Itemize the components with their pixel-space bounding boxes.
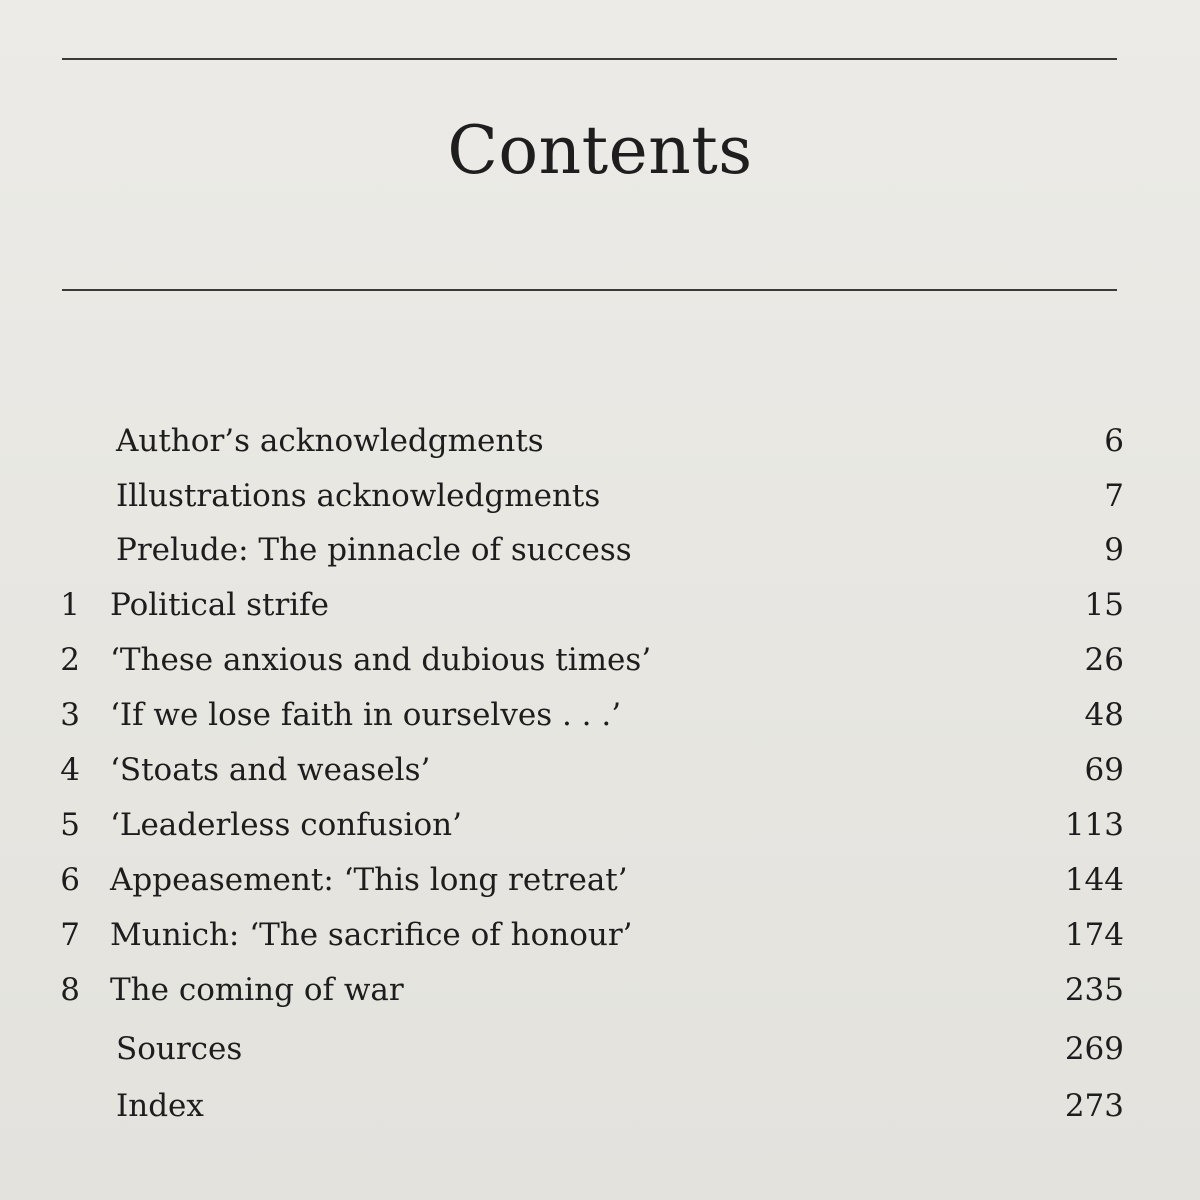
entry-title: Prelude: The pinnacle of success xyxy=(116,532,632,568)
toc-entry xyxy=(0,638,1200,682)
chapter-number: 7 xyxy=(60,917,80,953)
page-number: 69 xyxy=(1084,752,1124,788)
entry-title: Munich: ‘The sacrifice of honour’ xyxy=(110,917,633,953)
toc-entry xyxy=(0,803,1200,847)
toc-entry xyxy=(0,583,1200,627)
chapter-number: 2 xyxy=(60,642,80,678)
entry-title: Political strife xyxy=(110,587,329,623)
page-number: 144 xyxy=(1064,862,1124,898)
toc-entry xyxy=(0,1084,1200,1128)
toc-entry xyxy=(0,528,1200,572)
entry-title: ‘These anxious and dubious times’ xyxy=(110,642,652,678)
toc-entry xyxy=(0,693,1200,737)
page-number: 174 xyxy=(1064,917,1124,953)
page-number: 235 xyxy=(1064,972,1124,1008)
entry-title: Author’s acknowledgments xyxy=(116,423,544,459)
page-number: 48 xyxy=(1084,697,1124,733)
entry-title: ‘Leaderless confusion’ xyxy=(110,807,462,843)
toc-entry xyxy=(0,968,1200,1012)
page-number: 269 xyxy=(1064,1031,1124,1067)
page-number: 7 xyxy=(1104,478,1124,514)
entry-title: Sources xyxy=(116,1031,243,1067)
chapter-number: 5 xyxy=(60,807,80,843)
toc-entry xyxy=(0,913,1200,957)
toc-entry xyxy=(0,474,1200,518)
entry-title: Illustrations acknowledgments xyxy=(116,478,601,514)
toc-entry xyxy=(0,1027,1200,1071)
page-number: 15 xyxy=(1084,587,1124,623)
page-number: 113 xyxy=(1064,807,1124,843)
page-number: 6 xyxy=(1104,423,1124,459)
page-number: 273 xyxy=(1064,1088,1124,1124)
chapter-number: 8 xyxy=(60,972,80,1008)
entry-title: Index xyxy=(116,1088,204,1124)
entry-title: The coming of war xyxy=(110,972,404,1008)
toc-entry xyxy=(0,748,1200,792)
toc-entry xyxy=(0,858,1200,902)
page-number: 26 xyxy=(1084,642,1124,678)
chapter-number: 3 xyxy=(60,697,80,733)
entry-title: Appeasement: ‘This long retreat’ xyxy=(110,862,628,898)
page-number: 9 xyxy=(1104,532,1124,568)
entry-title: ‘If we lose faith in ourselves . . .’ xyxy=(110,697,622,733)
page-title: Contents xyxy=(447,112,753,189)
chapter-number: 1 xyxy=(60,587,80,623)
chapter-number: 4 xyxy=(60,752,80,788)
toc-entry xyxy=(0,419,1200,463)
entry-title: ‘Stoats and weasels’ xyxy=(110,752,431,788)
chapter-number: 6 xyxy=(60,862,80,898)
